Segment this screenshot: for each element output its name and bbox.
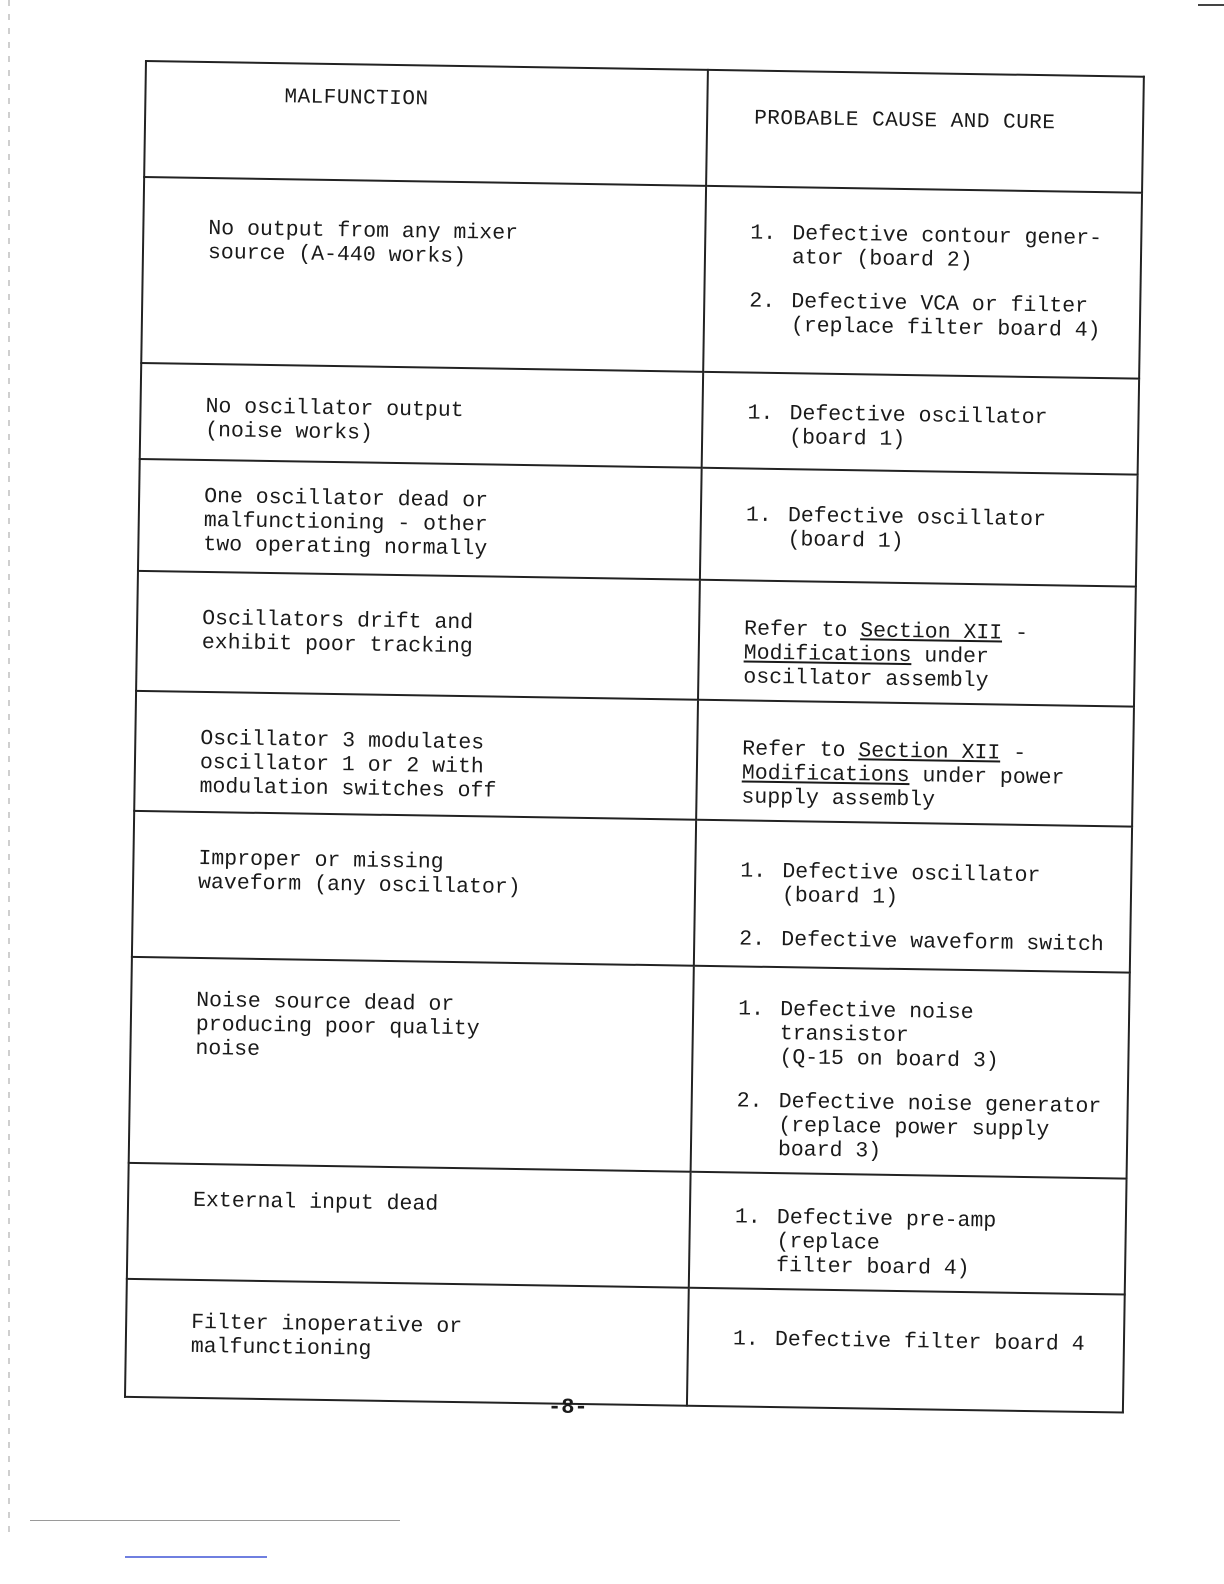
cause-text: Defective oscillator (board 1) (781, 860, 1041, 910)
malfunction-cell (136, 571, 700, 700)
malfunction-text: Filter inoperative or malfunctioning (190, 1310, 463, 1362)
cause-cell (703, 186, 1142, 379)
cause-number: 2. (749, 289, 776, 314)
reference-text (743, 617, 1044, 694)
table-header-row (144, 61, 1144, 193)
table-row (127, 1163, 1127, 1295)
blue-underline-artifact (125, 1556, 267, 1558)
cause-number: 1. (740, 859, 767, 884)
cause-number: 1. (732, 1327, 759, 1352)
modifications-link: Modifications (741, 761, 910, 789)
table-row (140, 363, 1139, 475)
scan-corner-mark (1198, 4, 1224, 6)
cause-list (747, 402, 1118, 456)
malfunction-text: External input dead (192, 1188, 439, 1217)
cause-text: Defective pre-amp (replace filter board 4) (775, 1206, 997, 1282)
malfunction-cell (127, 1163, 691, 1288)
cause-item (747, 402, 1118, 456)
cause-list (736, 997, 1109, 1167)
page-number: -8- (548, 1395, 588, 1420)
scan-bottom-line (30, 1520, 400, 1521)
cause-list (745, 503, 1116, 557)
troubleshooting-table-container (124, 60, 1145, 1414)
cause-item (745, 503, 1116, 557)
cause-text: Defective oscillator (board 1) (788, 402, 1048, 452)
cause-item (750, 222, 1121, 276)
reference-suffix: under power supply assembly (741, 764, 1065, 813)
malfunction-text: No output from any mixer source (A-440 works) (207, 217, 519, 270)
cause-item (737, 997, 1108, 1075)
cause-item (739, 927, 1109, 957)
cause-text: Defective filter board 4 (774, 1328, 1085, 1357)
cause-text: Defective noise transistor (Q-15 on board 3) (779, 998, 999, 1074)
cause-cell (700, 468, 1138, 587)
malfunction-header: MALFUNCTION (144, 61, 708, 186)
reference-dash: - (1000, 741, 1027, 766)
malfunction-cell (125, 1279, 689, 1406)
section-link: Section XII (860, 619, 1003, 646)
cause-item (740, 859, 1111, 913)
cause-cell (696, 700, 1134, 827)
table-row (134, 691, 1134, 827)
table-row (141, 177, 1142, 379)
troubleshooting-table (124, 60, 1145, 1414)
cause-cell (689, 1172, 1127, 1295)
malfunction-text: Oscillators drift and exhibit poor tracking (201, 606, 474, 660)
cause-item (734, 1205, 1105, 1283)
cause-item (733, 1327, 1103, 1357)
scan-edge-artifact (8, 0, 10, 1540)
cause-number: 1. (747, 401, 774, 426)
malfunction-cell (140, 363, 703, 468)
cause-cell (702, 372, 1139, 475)
malfunction-cell (141, 177, 706, 372)
malfunction-text: Noise source dead or producing poor quality noise (195, 988, 480, 1062)
reference-prefix: Refer to (742, 737, 859, 764)
cause-cell (687, 1288, 1125, 1413)
cause-number: 2. (739, 927, 766, 952)
malfunction-text: One oscillator dead or malfunctioning - other two operating normally (203, 484, 489, 562)
cause-list (733, 1327, 1103, 1357)
malfunction-cell (138, 459, 702, 580)
cause-number: 1. (734, 1205, 761, 1230)
cause-item (736, 1089, 1107, 1167)
cause-cell (698, 580, 1136, 707)
cause-list (734, 1205, 1105, 1283)
cause-header: PROBABLE CAUSE AND CURE (706, 70, 1144, 193)
reference-suffix: under oscillator assembly (743, 644, 990, 694)
reference-prefix: Refer to (743, 617, 861, 644)
reference-dash: - (1001, 621, 1029, 646)
section-link: Section XII (858, 739, 1001, 766)
cause-text: Defective oscillator (board 1) (787, 504, 1047, 554)
cause-list (749, 222, 1121, 344)
malfunction-cell (129, 957, 694, 1172)
reference-text (741, 737, 1112, 815)
table-row (138, 459, 1138, 587)
cause-cell (691, 966, 1130, 1179)
cause-text: Defective contour gener- ator (board 2) (791, 222, 1103, 274)
malfunction-text: No oscillator output (noise works) (204, 394, 464, 446)
cause-text: Defective waveform switch (781, 928, 1104, 958)
table-row (136, 571, 1136, 707)
table-row (129, 957, 1130, 1179)
malfunction-text: Improper or missing waveform (any oscillator) (197, 846, 521, 901)
malfunction-cell (132, 811, 696, 966)
cause-number: 1. (737, 997, 765, 1022)
cause-number: 1. (745, 503, 772, 528)
malfunction-text: Oscillator 3 modulates oscillator 1 or 2 with modulation switches off (199, 726, 497, 804)
cause-number: 1. (750, 221, 777, 246)
modifications-link: Modifications (743, 641, 912, 669)
cause-text: Defective VCA or filter (replace filter board 4) (790, 290, 1101, 344)
table-row (132, 811, 1132, 973)
cause-number: 2. (736, 1089, 763, 1114)
cause-item (749, 290, 1120, 344)
cause-text: Defective noise generator (replace power supply board 3) (777, 1090, 1102, 1164)
cause-list (739, 859, 1110, 957)
table-row (125, 1279, 1125, 1413)
cause-cell (694, 820, 1132, 973)
malfunction-cell (134, 691, 698, 820)
